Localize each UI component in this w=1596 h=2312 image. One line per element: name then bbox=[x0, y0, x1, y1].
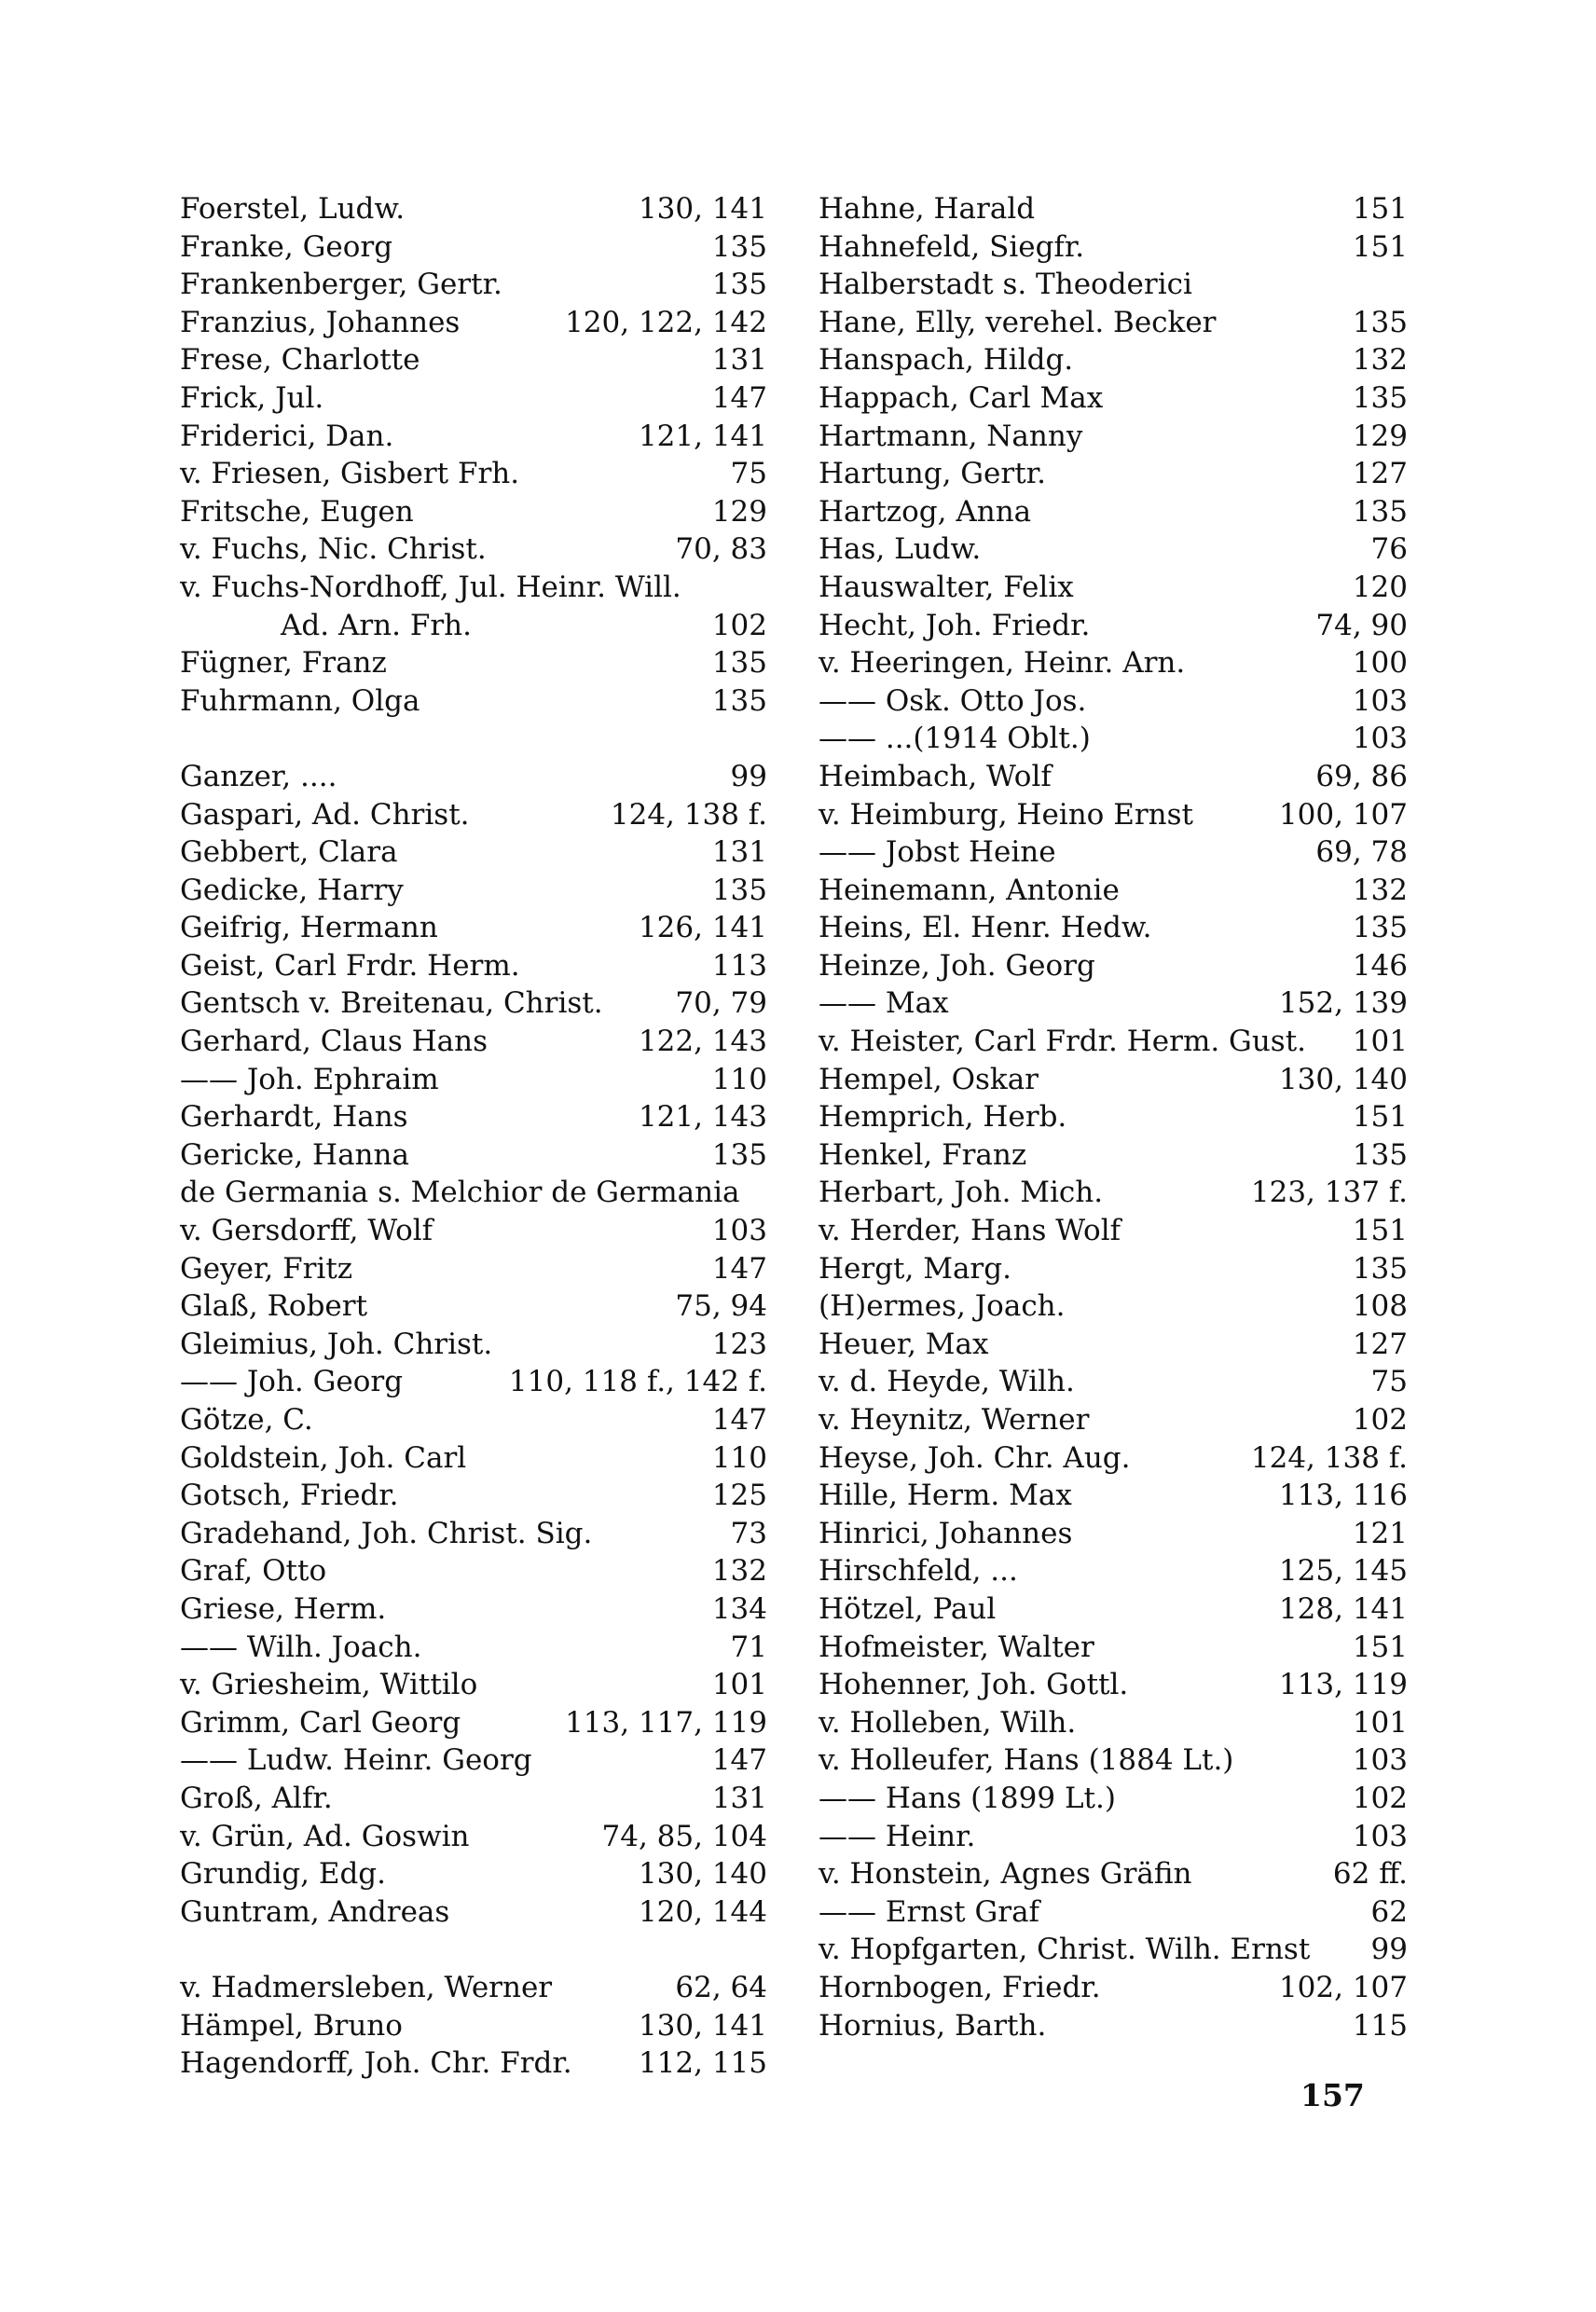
entry-pages: 135 bbox=[1352, 305, 1408, 339]
entry-pages: 129 bbox=[711, 494, 767, 529]
entry-name: —— Ernst Graf bbox=[819, 1894, 1040, 1929]
entry-name: Friderici, Dan. bbox=[180, 419, 394, 453]
entry-pages: 75 bbox=[1370, 1365, 1408, 1399]
entry-name: Hinrici, Johannes bbox=[819, 1516, 1073, 1550]
entry-pages: 74, 90 bbox=[1315, 608, 1408, 642]
entry-name: Guntram, Andreas bbox=[180, 1894, 450, 1929]
entry-pages: 102 bbox=[1352, 1403, 1408, 1437]
entry-pages: 130, 140 bbox=[638, 1857, 767, 1892]
index-entry bbox=[180, 1439, 767, 1478]
entry-name: —— Wilh. Joach. bbox=[180, 1630, 422, 1664]
index-entry bbox=[819, 1212, 1408, 1250]
entry-name: Has, Ludw. bbox=[819, 532, 982, 567]
entry-name: Heinemann, Antonie bbox=[819, 873, 1120, 907]
index-entry bbox=[180, 228, 767, 267]
entry-pages: 127 bbox=[1352, 1327, 1408, 1361]
entry-pages: 121, 141 bbox=[638, 419, 767, 453]
entry-name: Gericke, Hanna bbox=[180, 1137, 409, 1172]
entry-pages: 102 bbox=[711, 608, 767, 642]
index-entry bbox=[180, 833, 767, 872]
entry-name: Hohenner, Joh. Gottl. bbox=[819, 1668, 1129, 1702]
index-entry bbox=[819, 1439, 1408, 1478]
entry-pages: 125 bbox=[711, 1479, 767, 1513]
index-entry bbox=[819, 909, 1408, 947]
entry-pages: 130, 141 bbox=[638, 192, 767, 226]
entry-name: v. Friesen, Gisbert Frh. bbox=[180, 457, 520, 491]
entry-name: v. Hadmersleben, Werner bbox=[180, 1970, 553, 2004]
index-entry bbox=[819, 418, 1408, 456]
entry-pages: 151 bbox=[1352, 1100, 1408, 1135]
index-entry bbox=[819, 530, 1408, 569]
entry-name: Glaß, Robert bbox=[180, 1289, 368, 1324]
entry-pages: 75 bbox=[730, 457, 767, 491]
index-entry bbox=[180, 1136, 767, 1175]
index-entry bbox=[819, 682, 1408, 721]
page-number: 157 bbox=[1300, 2077, 1365, 2113]
entry-pages: 103 bbox=[711, 1214, 767, 1248]
index-entry bbox=[180, 872, 767, 910]
entry-pages: 102 bbox=[1352, 1781, 1408, 1815]
entry-name: Gerhard, Claus Hans bbox=[180, 1025, 488, 1059]
entry-pages: 135 bbox=[1352, 494, 1408, 529]
entry-name: Hornius, Barth. bbox=[819, 2008, 1047, 2043]
index-entry bbox=[819, 758, 1408, 796]
index-entry bbox=[819, 644, 1408, 682]
entry-pages: 75, 94 bbox=[675, 1289, 767, 1324]
index-entry bbox=[180, 1212, 767, 1250]
entry-name: Grimm, Carl Georg bbox=[180, 1705, 461, 1740]
entry-pages: 122, 143 bbox=[638, 1025, 767, 1059]
entry-pages: 131 bbox=[711, 343, 767, 378]
index-entry bbox=[819, 190, 1408, 228]
entry-pages: 101 bbox=[711, 1668, 767, 1702]
entry-name: Henkel, Franz bbox=[819, 1137, 1027, 1172]
index-entry bbox=[180, 341, 767, 379]
entry-pages: 103 bbox=[1352, 1743, 1408, 1778]
entry-pages: 135 bbox=[711, 683, 767, 718]
entry-pages: 132 bbox=[711, 1554, 767, 1589]
entry-name: Hornbogen, Friedr. bbox=[819, 1970, 1101, 2004]
index-entry bbox=[819, 1590, 1408, 1629]
index-entry bbox=[819, 569, 1408, 607]
index-entry bbox=[180, 1552, 767, 1590]
index-entry bbox=[180, 1893, 767, 1932]
entry-name: v. Hopfgarten, Christ. Wilh. Ernst bbox=[819, 1933, 1311, 1967]
entry-name: Ad. Arn. Frh. bbox=[281, 608, 472, 642]
entry-pages: 147 bbox=[711, 380, 767, 415]
index-entry bbox=[180, 2044, 767, 2083]
index-entry bbox=[819, 266, 1408, 304]
entry-name: —— Joh. Georg bbox=[180, 1365, 404, 1399]
entry-name: Hempel, Oskar bbox=[819, 1062, 1039, 1096]
entry-pages: 135 bbox=[711, 1137, 767, 1172]
entry-pages: 69, 78 bbox=[1315, 835, 1408, 870]
entry-pages: 130, 141 bbox=[638, 2008, 767, 2043]
entry-pages: 135 bbox=[711, 268, 767, 302]
index-entry bbox=[180, 569, 767, 607]
entry-name: v. d. Heyde, Wilh. bbox=[819, 1365, 1075, 1399]
index-entry bbox=[180, 1250, 767, 1288]
entry-name: —— ...(1914 Oblt.) bbox=[819, 722, 1091, 756]
entry-name: Gentsch v. Breitenau, Christ. bbox=[180, 986, 603, 1021]
index-entry bbox=[180, 1326, 767, 1364]
entry-pages: 113 bbox=[711, 948, 767, 983]
entry-name: —— Ludw. Heinr. Georg bbox=[180, 1743, 532, 1778]
index-entry bbox=[819, 341, 1408, 379]
index-entry bbox=[819, 493, 1408, 531]
entry-pages: 99 bbox=[730, 759, 767, 793]
index-entry bbox=[180, 1629, 767, 1667]
index-entry bbox=[180, 1287, 767, 1326]
entry-pages: 110 bbox=[711, 1440, 767, 1475]
index-entry bbox=[819, 1893, 1408, 1932]
entry-name: v. Heynitz, Werner bbox=[819, 1403, 1090, 1437]
entry-pages: 108 bbox=[1352, 1289, 1408, 1324]
entry-pages: 101 bbox=[1352, 1705, 1408, 1740]
entry-pages: 100 bbox=[1352, 646, 1408, 681]
entry-name: Hane, Elly, verehel. Becker bbox=[819, 305, 1217, 339]
index-entry bbox=[819, 1326, 1408, 1364]
entry-name: —— Joh. Ephraim bbox=[180, 1062, 439, 1096]
entry-pages: 121, 143 bbox=[638, 1100, 767, 1135]
entry-name: —— Hans (1899 Lt.) bbox=[819, 1781, 1116, 1815]
entry-pages: 129 bbox=[1352, 419, 1408, 453]
index-entry bbox=[180, 1969, 767, 2007]
entry-pages: 134 bbox=[711, 1591, 767, 1626]
entry-name: Hötzel, Paul bbox=[819, 1591, 997, 1626]
entry-name: —— Osk. Otto Jos. bbox=[819, 683, 1087, 718]
entry-pages: 113, 116 bbox=[1278, 1479, 1408, 1513]
entry-name: Gradehand, Joh. Christ. Sig. bbox=[180, 1516, 593, 1550]
entry-name: de Germania s. Melchior de Germania bbox=[180, 1176, 740, 1210]
entry-name: Hirschfeld, ... bbox=[819, 1554, 1018, 1589]
entry-name: v. Fuchs, Nic. Christ. bbox=[180, 532, 487, 567]
entry-name: Hahne, Harald bbox=[819, 192, 1036, 226]
entry-pages: 132 bbox=[1352, 873, 1408, 907]
index-entry bbox=[180, 1741, 767, 1780]
entry-pages: 103 bbox=[1352, 722, 1408, 756]
entry-name: Gerhardt, Hans bbox=[180, 1100, 408, 1135]
entry-name: Frick, Jul. bbox=[180, 380, 324, 415]
entry-pages: 100, 107 bbox=[1278, 797, 1408, 832]
index-entry bbox=[819, 1401, 1408, 1439]
entry-name: Geist, Carl Frdr. Herm. bbox=[180, 948, 520, 983]
entry-name: Geifrig, Hermann bbox=[180, 911, 438, 945]
entry-name: v. Heeringen, Heinr. Arn. bbox=[819, 646, 1186, 681]
entry-name: —— Max bbox=[819, 986, 949, 1021]
index-entry bbox=[180, 304, 767, 342]
index-entry bbox=[819, 833, 1408, 872]
index-entry bbox=[819, 984, 1408, 1023]
entry-name: Hartung, Gertr. bbox=[819, 457, 1046, 491]
index-entry bbox=[180, 266, 767, 304]
section-gap bbox=[180, 1931, 767, 1969]
entry-name: Heuer, Max bbox=[819, 1327, 989, 1361]
entry-pages: 74, 85, 104 bbox=[601, 1819, 767, 1853]
entry-pages: 135 bbox=[1352, 911, 1408, 945]
index-entry bbox=[819, 1515, 1408, 1553]
entry-pages: 62, 64 bbox=[675, 1970, 767, 2004]
entry-pages: 151 bbox=[1352, 229, 1408, 264]
index-entry bbox=[180, 1363, 767, 1401]
index-entry bbox=[819, 1363, 1408, 1401]
entry-name: Hergt, Marg. bbox=[819, 1251, 1011, 1286]
entry-pages: 120, 122, 142 bbox=[565, 305, 767, 339]
entry-name: v. Heimburg, Heino Ernst bbox=[819, 797, 1193, 832]
entry-pages: 147 bbox=[711, 1403, 767, 1437]
index-entry bbox=[180, 682, 767, 721]
entry-name: Hartmann, Nanny bbox=[819, 419, 1083, 453]
entry-name: v. Heister, Carl Frdr. Herm. Gust. bbox=[819, 1025, 1307, 1059]
entry-name: Graf, Otto bbox=[180, 1554, 327, 1589]
entry-name: Franke, Georg bbox=[180, 229, 393, 264]
entry-pages: 147 bbox=[711, 1743, 767, 1778]
index-entry bbox=[819, 1666, 1408, 1704]
entry-pages: 126, 141 bbox=[638, 911, 767, 945]
entry-pages: 110, 118 f., 142 f. bbox=[508, 1365, 767, 1399]
entry-pages: 115 bbox=[1352, 2008, 1408, 2043]
entry-pages: 131 bbox=[711, 1781, 767, 1815]
index-entry bbox=[180, 1704, 767, 1742]
entry-name: v. Gersdorff, Wolf bbox=[180, 1214, 433, 1248]
entry-name: Hille, Herm. Max bbox=[819, 1479, 1072, 1513]
entry-name: Hartzog, Anna bbox=[819, 494, 1032, 529]
entry-pages: 131 bbox=[711, 835, 767, 870]
index-entry bbox=[180, 1098, 767, 1136]
index-entry bbox=[180, 1780, 767, 1818]
index-entry bbox=[180, 379, 767, 418]
entry-pages: 123, 137 f. bbox=[1250, 1176, 1408, 1210]
entry-pages: 135 bbox=[711, 873, 767, 907]
entry-name: Heins, El. Henr. Hedw. bbox=[819, 911, 1152, 945]
index-entry bbox=[180, 418, 767, 456]
entry-pages: 135 bbox=[1352, 1251, 1408, 1286]
entry-pages: 151 bbox=[1352, 1630, 1408, 1664]
entry-pages: 151 bbox=[1352, 1214, 1408, 1248]
index-entry bbox=[819, 1855, 1408, 1893]
index-entry bbox=[180, 1023, 767, 1061]
index-entry bbox=[819, 1629, 1408, 1667]
index-entry bbox=[819, 1136, 1408, 1175]
entry-pages: 73 bbox=[730, 1516, 767, 1550]
index-entry bbox=[180, 530, 767, 569]
entry-pages: 120 bbox=[1352, 570, 1408, 604]
entry-pages: 69, 86 bbox=[1315, 759, 1408, 793]
entry-name: v. Holleufer, Hans (1884 Lt.) bbox=[819, 1743, 1234, 1778]
index-entry bbox=[180, 758, 767, 796]
index-entry bbox=[180, 1818, 767, 1856]
entry-pages: 147 bbox=[711, 1251, 767, 1286]
entry-pages: 135 bbox=[1352, 380, 1408, 415]
entry-name: Fuhrmann, Olga bbox=[180, 683, 420, 718]
index-entry bbox=[819, 228, 1408, 267]
entry-pages: 103 bbox=[1352, 1819, 1408, 1853]
entry-name: v. Honstein, Agnes Gräfin bbox=[819, 1857, 1192, 1892]
index-entry bbox=[819, 1969, 1408, 2007]
entry-name: (H)ermes, Joach. bbox=[819, 1289, 1066, 1324]
index-entry bbox=[819, 1174, 1408, 1212]
entry-pages: 102, 107 bbox=[1278, 1970, 1408, 2004]
entry-name: Hofmeister, Walter bbox=[819, 1630, 1094, 1664]
index-entry bbox=[180, 1477, 767, 1515]
index-entry bbox=[819, 1250, 1408, 1288]
entry-name: Hauswalter, Felix bbox=[819, 570, 1074, 604]
entry-name: Hagendorff, Joh. Chr. Frdr. bbox=[180, 2046, 572, 2081]
entry-name: Götze, C. bbox=[180, 1403, 313, 1437]
index-entry bbox=[819, 1818, 1408, 1856]
index-column-right bbox=[819, 190, 1408, 2044]
index-entry bbox=[819, 796, 1408, 834]
index-entry bbox=[819, 1061, 1408, 1099]
entry-name: Heimbach, Wolf bbox=[819, 759, 1052, 793]
entry-pages: 76 bbox=[1370, 532, 1408, 567]
entry-pages: 112, 115 bbox=[638, 2046, 767, 2081]
entry-pages: 62 ff. bbox=[1332, 1857, 1408, 1892]
entry-name: Gotsch, Friedr. bbox=[180, 1479, 399, 1513]
entry-name: v. Holleben, Wilh. bbox=[819, 1705, 1077, 1740]
entry-name: Hemprich, Herb. bbox=[819, 1100, 1067, 1135]
entry-name: v. Grün, Ad. Goswin bbox=[180, 1819, 470, 1853]
index-entry bbox=[180, 644, 767, 682]
index-entry bbox=[180, 1061, 767, 1099]
entry-name: Halberstadt s. Theoderici bbox=[819, 268, 1192, 302]
entry-pages: 151 bbox=[1352, 192, 1408, 226]
index-entry bbox=[819, 304, 1408, 342]
index-entry bbox=[819, 1098, 1408, 1136]
entry-pages: 113, 117, 119 bbox=[565, 1705, 767, 1740]
index-entry bbox=[819, 1741, 1408, 1780]
index-entry bbox=[819, 947, 1408, 985]
entry-name: —— Heinr. bbox=[819, 1819, 976, 1853]
index-entry bbox=[819, 1780, 1408, 1818]
entry-name: Hahnefeld, Siegfr. bbox=[819, 229, 1085, 264]
entry-pages: 99 bbox=[1370, 1933, 1408, 1967]
entry-pages: 121 bbox=[1352, 1516, 1408, 1550]
index-entry bbox=[180, 1515, 767, 1553]
index-entry bbox=[180, 607, 767, 645]
index-entry bbox=[819, 1477, 1408, 1515]
entry-name: —— Jobst Heine bbox=[819, 835, 1056, 870]
entry-name: Hämpel, Bruno bbox=[180, 2008, 403, 2043]
entry-name: Hecht, Joh. Friedr. bbox=[819, 608, 1091, 642]
entry-pages: 132 bbox=[1352, 343, 1408, 378]
entry-pages: 127 bbox=[1352, 457, 1408, 491]
index-entry bbox=[180, 190, 767, 228]
index-entry bbox=[819, 1023, 1408, 1061]
entry-name: Griese, Herm. bbox=[180, 1591, 387, 1626]
entry-name: Gebbert, Clara bbox=[180, 835, 398, 870]
entry-name: Franzius, Johannes bbox=[180, 305, 461, 339]
index-entry bbox=[819, 455, 1408, 493]
entry-name: Happach, Carl Max bbox=[819, 380, 1104, 415]
entry-pages: 124, 138 f. bbox=[610, 797, 767, 832]
entry-pages: 135 bbox=[711, 646, 767, 681]
entry-name: Frankenberger, Gertr. bbox=[180, 268, 502, 302]
index-entry bbox=[180, 1174, 767, 1212]
entry-name: v. Fuchs-Nordhoff, Jul. Heinr. Will. bbox=[180, 570, 681, 604]
index-entry bbox=[180, 796, 767, 834]
entry-pages: 103 bbox=[1352, 683, 1408, 718]
entry-name: Heyse, Joh. Chr. Aug. bbox=[819, 1440, 1131, 1475]
index-entry bbox=[180, 2007, 767, 2045]
index-entry bbox=[180, 1855, 767, 1893]
index-entry bbox=[819, 2007, 1408, 2045]
entry-name: Geyer, Fritz bbox=[180, 1251, 353, 1286]
entry-pages: 130, 140 bbox=[1278, 1062, 1408, 1096]
entry-name: v. Griesheim, Wittilo bbox=[180, 1668, 478, 1702]
index-entry bbox=[180, 947, 767, 985]
entry-name: v. Herder, Hans Wolf bbox=[819, 1214, 1121, 1248]
entry-name: Gaspari, Ad. Christ. bbox=[180, 797, 470, 832]
entry-name: Fritsche, Eugen bbox=[180, 494, 414, 529]
entry-name: Hanspach, Hildg. bbox=[819, 343, 1074, 378]
entry-pages: 125, 145 bbox=[1278, 1554, 1408, 1589]
entry-name: Frese, Charlotte bbox=[180, 343, 420, 378]
entry-pages: 70, 83 bbox=[675, 532, 767, 567]
entry-pages: 135 bbox=[711, 229, 767, 264]
entry-name: Goldstein, Joh. Carl bbox=[180, 1440, 467, 1475]
index-entry bbox=[819, 1704, 1408, 1742]
entry-pages: 120, 144 bbox=[638, 1894, 767, 1929]
entry-name: Gedicke, Harry bbox=[180, 873, 404, 907]
entry-pages: 71 bbox=[730, 1630, 767, 1664]
index-entry bbox=[819, 1552, 1408, 1590]
entry-pages: 152, 139 bbox=[1278, 986, 1408, 1021]
index-entry bbox=[180, 455, 767, 493]
index-entry bbox=[180, 909, 767, 947]
entry-pages: 110 bbox=[711, 1062, 767, 1096]
entry-name: Herbart, Joh. Mich. bbox=[819, 1176, 1104, 1210]
index-entry bbox=[180, 493, 767, 531]
entry-pages: 113, 119 bbox=[1278, 1668, 1408, 1702]
index-entry bbox=[180, 1590, 767, 1629]
entry-name: Ganzer, .... bbox=[180, 759, 337, 793]
index-entry bbox=[180, 1401, 767, 1439]
index-entry bbox=[819, 1931, 1408, 1969]
entry-pages: 70, 79 bbox=[675, 986, 767, 1021]
section-gap bbox=[180, 720, 767, 758]
entry-pages: 62 bbox=[1370, 1894, 1408, 1929]
index-entry bbox=[180, 1666, 767, 1704]
entry-pages: 128, 141 bbox=[1278, 1591, 1408, 1626]
entry-name: Grundig, Edg. bbox=[180, 1857, 386, 1892]
entry-name: Foerstel, Ludw. bbox=[180, 192, 406, 226]
entry-pages: 124, 138 f. bbox=[1250, 1440, 1408, 1475]
index-entry bbox=[819, 379, 1408, 418]
entry-name: Groß, Alfr. bbox=[180, 1781, 333, 1815]
entry-name: Heinze, Joh. Georg bbox=[819, 948, 1095, 983]
entry-name: Fügner, Franz bbox=[180, 646, 387, 681]
index-column-left bbox=[180, 190, 767, 2083]
index-entry bbox=[819, 607, 1408, 645]
index-entry bbox=[819, 720, 1408, 758]
index-entry bbox=[819, 872, 1408, 910]
entry-pages: 123 bbox=[711, 1327, 767, 1361]
entry-pages: 135 bbox=[1352, 1137, 1408, 1172]
entry-name: Gleimius, Joh. Christ. bbox=[180, 1327, 493, 1361]
index-entry bbox=[180, 984, 767, 1023]
index-entry bbox=[819, 1287, 1408, 1326]
entry-pages: 146 bbox=[1352, 948, 1408, 983]
entry-pages: 101 bbox=[1352, 1025, 1408, 1059]
